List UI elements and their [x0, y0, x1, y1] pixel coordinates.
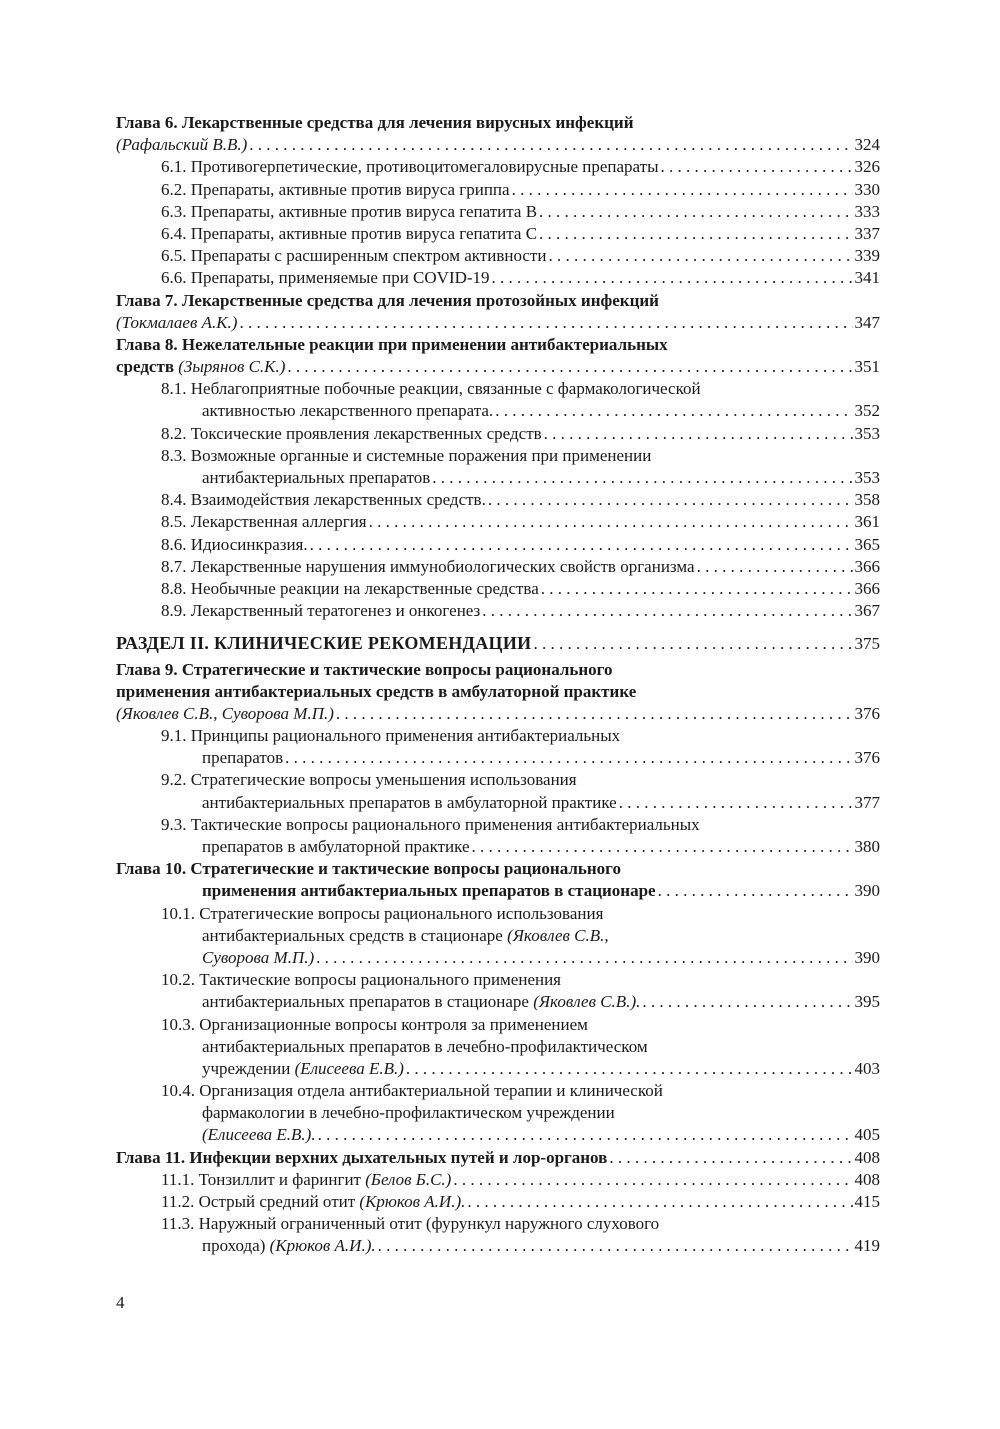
table-of-contents [116, 112, 880, 1258]
toc-entry: 8.6. Идиосинкразия. . . . 365 [116, 534, 880, 556]
toc-entry: 10.2. Тактические вопросы рационального применения [161, 970, 562, 990]
toc-entry: 8.7. Лекарственные нарушения иммунобиологических свойств организма . . . 366 [116, 556, 880, 578]
toc-entry: 9.1. Принципы рационального применения антибактериальных [161, 726, 621, 746]
toc-entry: 11.1. Тонзиллит и фарингит (Белов Б.С.) . . . 408 [116, 1169, 880, 1191]
toc-entry: (Яковлев С.В., Суворова М.П.) . . . 376 [116, 703, 880, 725]
toc-entry-continued: фармакологии в лечебно-профилактическом учреждении [202, 1103, 615, 1123]
toc-entry: средств (Зырянов С.К.) . . . 351 [116, 356, 880, 378]
toc-entry: 8.3. Возможные органные и системные поражения при применении [161, 445, 652, 465]
toc-entry-continued: антибактериальных препаратов . . . 353 [116, 467, 880, 489]
toc-chapter-title: Глава 10. Стратегические и тактические вопросы рационального [116, 859, 621, 879]
toc-chapter-title: Глава 7. Лекарственные средства для лечения протозойных инфекций [116, 290, 659, 310]
toc-entry-continued: Суворова М.П.) . . . 390 [116, 947, 880, 969]
toc-entry: 8.9. Лекарственный тератогенез и онкогенез . . . 367 [116, 600, 880, 622]
toc-entry-continued: антибактериальных препаратов в амбулаторной практике . . . 377 [116, 792, 880, 814]
toc-entry-continued: учреждении (Елисеева Е.В.) . . . 403 [116, 1058, 880, 1080]
toc-entry-continued: активностью лекарственного препарата. . . . 352 [116, 400, 880, 422]
toc-entry: (Рафальский В.В.) . . . 324 [116, 134, 880, 156]
toc-entry: 8.8. Необычные реакции на лекарственные средства . . . 366 [116, 578, 880, 600]
toc-entry-continued: антибактериальных препаратов в стационаре (Яковлев С.В.). . . . 395 [116, 991, 880, 1013]
toc-entry-continued: антибактериальных средств в стационаре (Яковлев С.В., [202, 925, 609, 945]
toc-entry: 6.1. Противогерпетические, противоцитомегаловирусные препараты . . . 326 [116, 156, 880, 178]
toc-chapter-title: применения антибактериальных препаратов в стационаре . . . 390 [116, 880, 880, 902]
toc-entry: 8.4. Взаимодействия лекарственных средств. . . . 358 [116, 489, 880, 511]
toc-entry: 6.2. Препараты, активные против вируса гриппа . . . 330 [116, 179, 880, 201]
toc-chapter-title: Глава 8. Нежелательные реакции при применении антибактериальных [116, 334, 668, 354]
toc-entry-continued: прохода) (Крюков А.И.). . . . 419 [116, 1235, 880, 1257]
toc-entry: 6.5. Препараты с расширенным спектром активности . . . 339 [116, 245, 880, 267]
toc-entry: 6.3. Препараты, активные против вируса гепатита B . . . 333 [116, 201, 880, 223]
toc-chapter-title: Глава 6. Лекарственные средства для лечения вирусных инфекций [116, 113, 634, 132]
toc-entry: 6.6. Препараты, применяемые при COVID-19 . . . 341 [116, 267, 880, 289]
toc-entry-continued: препаратов в амбулаторной практике . . . 380 [116, 836, 880, 858]
toc-entry: 8.5. Лекарственная аллергия . . . 361 [116, 511, 880, 533]
toc-entry-continued: (Елисеева Е.В.). . . . 405 [116, 1124, 880, 1146]
toc-chapter-title: Глава 11. Инфекции верхних дыхательных путей и лор-органов . . . 408 [116, 1147, 880, 1169]
toc-chapter-title: применения антибактериальных средств в амбулаторной практике [116, 681, 637, 701]
toc-entry: 8.2. Токсические проявления лекарственных средств . . . 353 [116, 423, 880, 445]
toc-entry: 11.2. Острый средний отит (Крюков А.И.). . . . 415 [116, 1191, 880, 1213]
toc-chapter-title: Глава 9. Стратегические и тактические вопросы рационального [116, 659, 613, 679]
toc-entry: 11.3. Наружный ограниченный отит (фурункул наружного слухового [161, 1214, 660, 1234]
toc-entry: 6.4. Препараты, активные против вируса гепатита C . . . 337 [116, 223, 880, 245]
page-number: 4 [116, 1293, 125, 1312]
toc-entry-continued: антибактериальных препаратов в лечебно-профилактическом [202, 1036, 648, 1056]
toc-entry: 10.3. Организационные вопросы контроля за применением [161, 1014, 588, 1034]
toc-entry: 9.2. Стратегические вопросы уменьшения использования [161, 770, 577, 790]
toc-section-title: РАЗДЕЛ II. КЛИНИЧЕСКИЕ РЕКОМЕНДАЦИИ . . . 375 [116, 632, 880, 654]
toc-entry: 10.4. Организация отдела антибактериальной терапии и клинической [161, 1081, 663, 1101]
toc-entry-continued: препаратов . . . 376 [116, 747, 880, 769]
toc-entry: 8.1. Неблагоприятные побочные реакции, связанные с фармакологической [161, 379, 701, 399]
toc-entry: 9.3. Тактические вопросы рационального применения антибактериальных [161, 814, 700, 834]
toc-entry: (Токмалаев А.К.) . . . 347 [116, 312, 880, 334]
toc-entry: 10.1. Стратегические вопросы рационального использования [161, 903, 604, 923]
